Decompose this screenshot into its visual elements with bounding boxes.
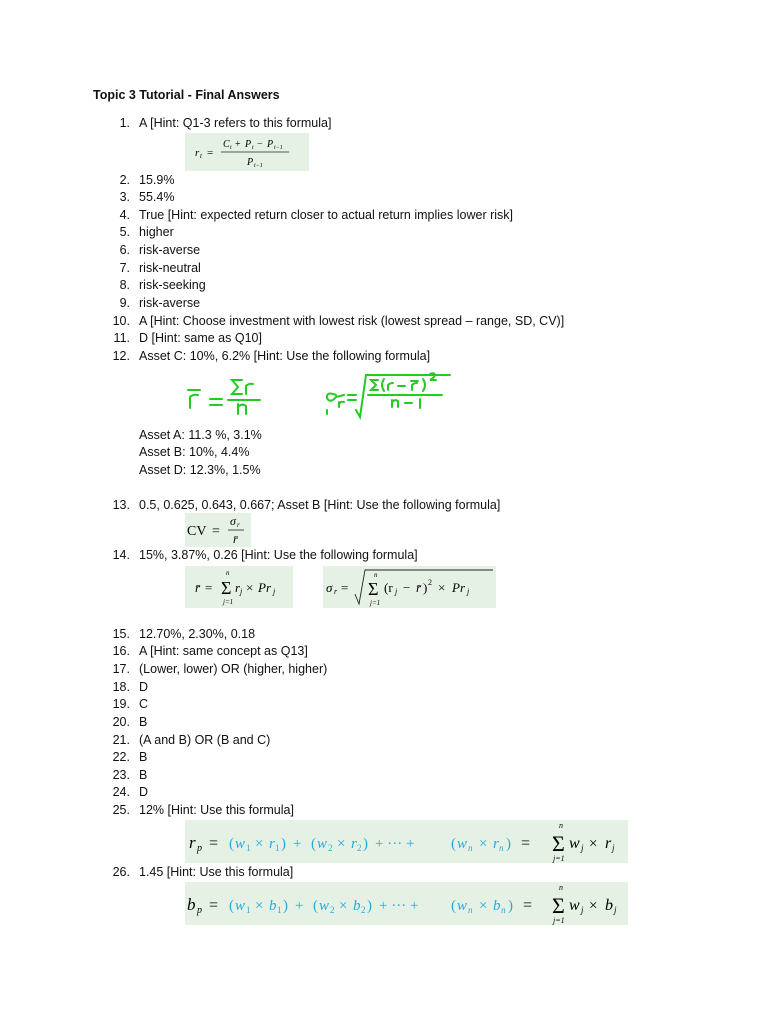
svg-text:×: ×: [337, 836, 346, 852]
formula-portfolio-return: [185, 820, 628, 863]
svg-text:P: P: [245, 139, 252, 150]
svg-text:r: r: [605, 835, 612, 852]
svg-text:n: n: [468, 843, 473, 853]
svg-text:r: r: [269, 836, 275, 852]
svg-text:b: b: [353, 898, 361, 914]
svg-text:r: r: [334, 587, 338, 596]
svg-text:n: n: [499, 843, 504, 853]
asset-line: Asset D: 12.3%, 1.5%: [139, 463, 261, 477]
svg-text:σ: σ: [326, 580, 333, 595]
svg-text:r: r: [195, 147, 200, 159]
svg-text:(: (: [311, 836, 316, 852]
svg-text:b: b: [493, 898, 501, 914]
svg-text:j: j: [395, 587, 398, 596]
svg-text:2: 2: [428, 578, 432, 587]
asset-line: Asset B: 10%, 4.4%: [139, 445, 250, 459]
svg-text:=: =: [521, 835, 531, 852]
svg-text:p: p: [197, 843, 202, 854]
svg-text:P: P: [267, 139, 274, 150]
svg-text:j=1: j=1: [370, 599, 381, 607]
svg-text:j: j: [581, 843, 584, 853]
svg-text:r: r: [235, 580, 241, 595]
svg-text:): ): [506, 836, 511, 852]
svg-text:×: ×: [589, 898, 598, 914]
svg-text:n: n: [501, 905, 506, 915]
svg-text:p: p: [197, 905, 202, 916]
svg-text:): ): [367, 898, 372, 914]
svg-text:): ): [363, 836, 368, 852]
svg-text:=: =: [209, 897, 219, 914]
formula-return: [185, 133, 309, 171]
svg-text:j=1: j=1: [223, 598, 234, 606]
svg-text:b: b: [605, 897, 613, 914]
svg-text:): ): [508, 898, 513, 914]
svg-text:t: t: [200, 152, 202, 160]
svg-text:w: w: [457, 836, 468, 852]
asset-line: Asset A: 11.3 %, 3.1%: [139, 428, 262, 442]
svg-text:=: =: [209, 835, 219, 852]
svg-text:2: 2: [361, 905, 366, 915]
svg-text:=: =: [205, 580, 213, 595]
svg-text:P: P: [247, 157, 254, 168]
svg-text:1: 1: [246, 905, 251, 915]
svg-text:w: w: [457, 898, 468, 914]
svg-text:j: j: [581, 905, 584, 915]
svg-text:(: (: [451, 898, 456, 914]
svg-text:n: n: [559, 883, 563, 892]
svg-text:(: (: [313, 898, 318, 914]
svg-text:CV: CV: [187, 524, 207, 539]
formula-standard-deviation: [323, 566, 496, 608]
svg-text:r̄: r̄: [233, 532, 238, 546]
svg-text:+: +: [293, 836, 302, 852]
svg-text:×: ×: [479, 836, 488, 852]
svg-text:n: n: [226, 569, 230, 577]
svg-text:×: ×: [246, 580, 254, 595]
svg-text:×: ×: [589, 836, 598, 852]
svg-text:w: w: [317, 836, 328, 852]
svg-text:2: 2: [357, 843, 362, 853]
svg-text:r: r: [493, 836, 499, 852]
svg-text:w: w: [235, 836, 246, 852]
svg-text:×: ×: [438, 580, 446, 595]
svg-text:): ): [283, 898, 288, 914]
svg-text:r: r: [189, 833, 196, 852]
svg-text:1: 1: [277, 905, 282, 915]
svg-text:n: n: [559, 821, 563, 830]
svg-text:r: r: [237, 521, 240, 529]
svg-text:=: =: [341, 580, 349, 595]
svg-text:σ: σ: [230, 514, 236, 528]
svg-text:): ): [423, 580, 428, 595]
svg-text:=: =: [523, 897, 533, 914]
svg-text:Σ: Σ: [552, 831, 565, 856]
svg-text:+: +: [235, 139, 241, 150]
svg-text:w: w: [569, 897, 580, 914]
formula-portfolio-beta: [185, 882, 628, 925]
svg-text:b: b: [269, 898, 277, 914]
svg-text:Σ: Σ: [221, 578, 232, 598]
formula-expected-return: [185, 566, 293, 608]
svg-text:j=1: j=1: [553, 854, 565, 863]
svg-text:2: 2: [330, 905, 335, 915]
svg-text:−: −: [403, 580, 411, 595]
svg-text:b: b: [187, 895, 196, 914]
page-title: Topic 3 Tutorial - Final Answers: [93, 88, 280, 102]
svg-text:C: C: [223, 139, 230, 150]
svg-text:×: ×: [339, 898, 348, 914]
svg-text:w: w: [319, 898, 330, 914]
svg-text:j: j: [240, 587, 243, 596]
svg-text:w: w: [569, 835, 580, 852]
svg-text:t−1: t−1: [274, 145, 283, 151]
svg-text:(: (: [451, 836, 456, 852]
svg-text:Σ: Σ: [552, 893, 565, 918]
svg-text:t−1: t−1: [254, 163, 263, 169]
svg-text:t: t: [252, 145, 254, 151]
svg-text:n: n: [374, 571, 378, 579]
svg-text:2: 2: [328, 843, 333, 853]
svg-text:×: ×: [479, 898, 488, 914]
svg-text:(: (: [229, 836, 234, 852]
svg-text:j: j: [612, 843, 615, 853]
svg-text:r̄: r̄: [195, 580, 201, 595]
svg-text:(r: (r: [384, 580, 393, 595]
svg-text:Pr: Pr: [452, 580, 465, 595]
svg-text:t: t: [230, 145, 232, 151]
svg-text:Pr: Pr: [258, 580, 271, 595]
svg-text:−: −: [257, 139, 263, 150]
svg-text:w: w: [235, 898, 246, 914]
svg-text:j: j: [467, 587, 470, 596]
svg-text:1: 1: [275, 843, 280, 853]
svg-text:×: ×: [255, 836, 264, 852]
svg-text:j: j: [614, 905, 617, 915]
svg-text:=: =: [212, 524, 220, 539]
handwritten-formulas: [180, 370, 460, 422]
svg-text:): ): [281, 836, 286, 852]
formula-cv: [185, 513, 251, 547]
svg-text:Σ: Σ: [368, 579, 379, 599]
svg-text:r̄: r̄: [416, 580, 422, 595]
svg-text:×: ×: [255, 898, 264, 914]
svg-text:+ ··· +: + ··· +: [375, 836, 415, 852]
svg-text:n: n: [468, 905, 473, 915]
svg-text:=: =: [207, 147, 214, 159]
svg-text:j: j: [273, 587, 276, 596]
svg-text:+ ··· +: + ··· +: [379, 898, 419, 914]
svg-text:r: r: [351, 836, 357, 852]
svg-text:(: (: [229, 898, 234, 914]
svg-text:1: 1: [246, 843, 251, 853]
svg-text:j=1: j=1: [553, 916, 565, 925]
svg-text:+: +: [295, 898, 304, 914]
